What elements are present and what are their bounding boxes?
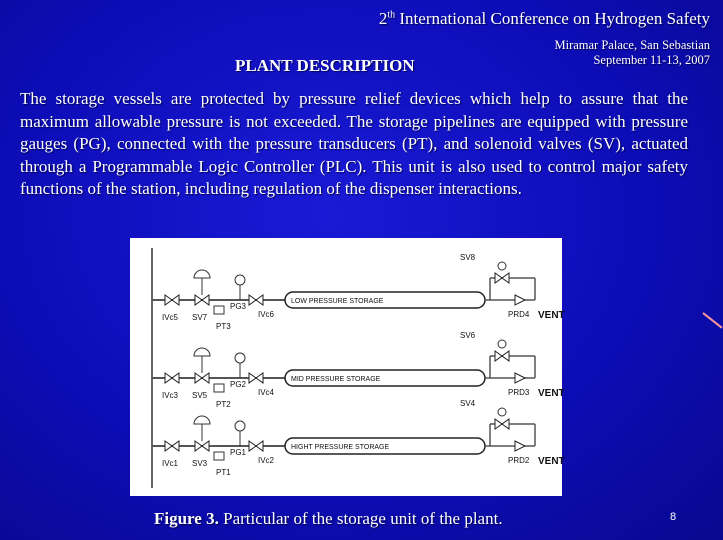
row3-pt-label: PT1: [216, 468, 231, 477]
row3-sv-actuator: [194, 416, 210, 424]
row2-valve-left-label: IVc3: [162, 391, 179, 400]
venue-location: Miramar Palace, San Sebastian: [554, 38, 710, 52]
row1-pt-box: [214, 306, 224, 314]
row2-pt-box: [214, 384, 224, 392]
row2-sv-vent-actuator: [498, 340, 506, 348]
row1-pg-icon: [235, 275, 245, 285]
conference-sup: th: [387, 9, 396, 21]
row3-storage-label: HIGHT PRESSURE STORAGE: [291, 444, 390, 451]
row1-ivc-right-label: IVc6: [258, 310, 275, 319]
row2-sv-vent-label: SV6: [460, 331, 476, 340]
row3-valve-left-label: IVc1: [162, 459, 179, 468]
conference-name: International Conference on Hydrogen Safety: [395, 9, 710, 28]
body-paragraph: The storage vessels are protected by pressure relief devices which help to assure that the maximum allowable pressure is not exceeded. The storage pipelines are equipped with pressure gauges (PG), connected with the pressure transducers (PT), and solenoid valves (SV), actuated through a Programmable Logic Controller (PLC). This unit is also used to control major safety functions of the station, including regulation of the dispenser interactions.: [20, 89, 688, 198]
row1-prd-icon: [515, 295, 525, 305]
row2-vent-label: VENT: [538, 388, 565, 399]
plant-diagram: [130, 238, 565, 496]
row3-prd-icon: [515, 441, 525, 451]
row1-sv-vent-actuator: [498, 262, 506, 270]
decorative-line: [702, 312, 722, 328]
row2-sv-left-valve: [195, 373, 209, 383]
row1-sv-vent-label: SV8: [460, 253, 476, 262]
row3-valve-left: [165, 441, 179, 451]
caption-label: Figure 3.: [154, 509, 219, 528]
venue-dates: September 11-13, 2007: [593, 53, 710, 67]
row2-pg-label: PG2: [230, 380, 247, 389]
row1-valve-left-label: IVc5: [162, 313, 179, 322]
row2-valve-right: [249, 373, 263, 383]
row2-prd-icon: [515, 373, 525, 383]
row2-pg-icon: [235, 353, 245, 363]
row1-storage-label: LOW PRESSURE STORAGE: [291, 298, 384, 305]
row2-sv-actuator: [194, 348, 210, 356]
row2-ivc-right-label: IVc4: [258, 388, 275, 397]
row1-vent-label: VENT: [538, 310, 565, 321]
row1-pt-label: PT3: [216, 322, 231, 331]
row3-pg-label: PG1: [230, 448, 247, 457]
row3-valve-right: [249, 441, 263, 451]
row3-sv-vent-valve: [495, 419, 509, 429]
row3-sv-vent-actuator: [498, 408, 506, 416]
plant-diagram-figure: [130, 238, 565, 496]
caption-text: Particular of the storage unit of the plant.: [218, 509, 503, 528]
row2-prd-label: PRD3: [508, 388, 530, 397]
row3-vent-label: VENT: [538, 456, 565, 467]
row3-sv-left-valve: [195, 441, 209, 451]
row2-sv-vent-valve: [495, 351, 509, 361]
row2-pt-label: PT2: [216, 400, 231, 409]
row1-sv-left-valve: [195, 295, 209, 305]
row1-sv-left-label: SV7: [192, 313, 208, 322]
row3-pt-box: [214, 452, 224, 460]
conference-prefix: 2: [378, 9, 388, 28]
row3-ivc-right-label: IVc2: [258, 456, 275, 465]
section-title: PLANT DESCRIPTION: [235, 56, 415, 75]
row3-sv-left-label: SV3: [192, 459, 208, 468]
row1-prd-label: PRD4: [508, 310, 530, 319]
row1-pg-label: PG3: [230, 302, 247, 311]
row3-pg-icon: [235, 421, 245, 431]
row1-sv-actuator: [194, 270, 210, 278]
row1-valve-right: [249, 295, 263, 305]
row2-storage-label: MID PRESSURE STORAGE: [291, 376, 381, 383]
row1-valve-left: [165, 295, 179, 305]
row2-sv-left-label: SV5: [192, 391, 208, 400]
row1-sv-vent-valve: [495, 273, 509, 283]
conference-title: [379, 9, 710, 29]
figure-caption: [154, 509, 503, 529]
row3-prd-label: PRD2: [508, 456, 530, 465]
page-number: 8: [670, 511, 677, 523]
row3-sv-vent-label: SV4: [460, 399, 476, 408]
row2-valve-left: [165, 373, 179, 383]
venue-info: [554, 38, 710, 68]
